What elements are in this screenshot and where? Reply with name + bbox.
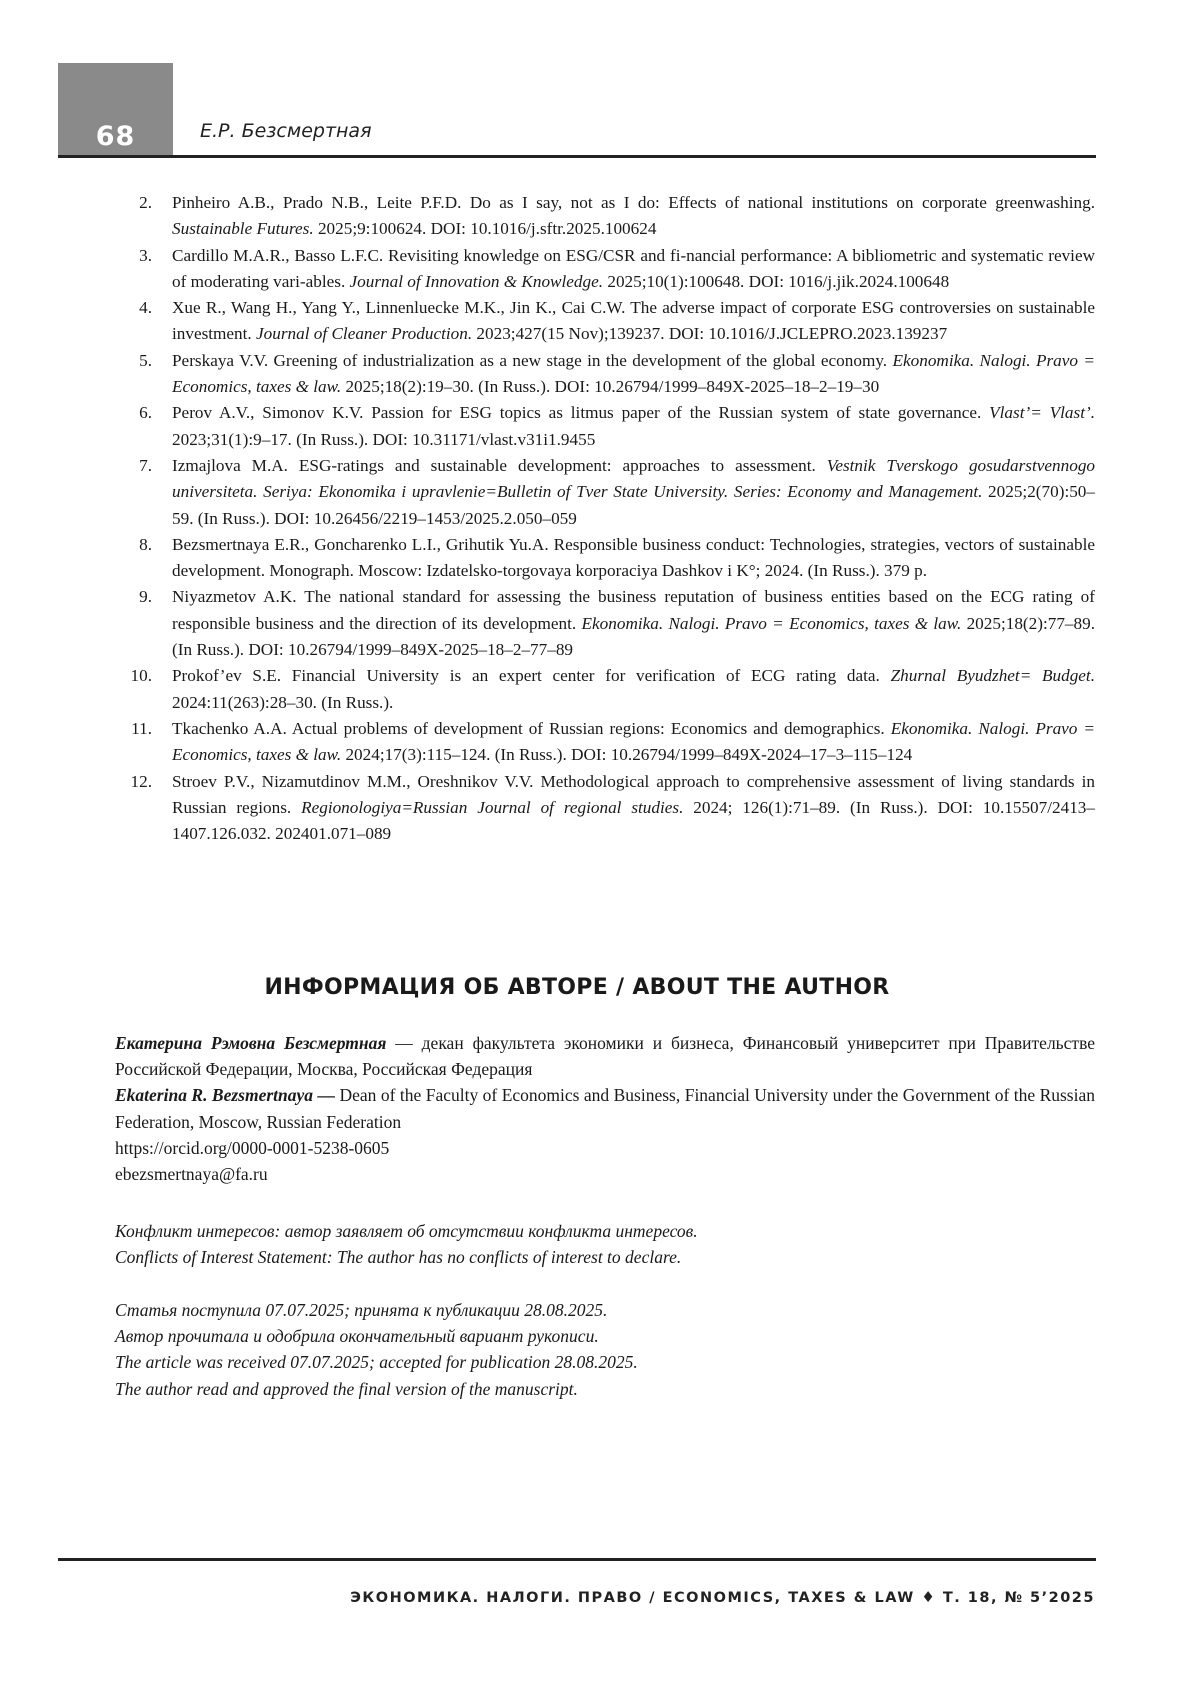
approved-en: The author read and approved the final version of the manuscript. — [115, 1378, 578, 1399]
author-affiliation-en: Dean of the Faculty of Economics and Business, Financial University under the Government of the Russian Federation, Moscow, Russian Federation — [115, 1085, 1095, 1132]
reference-details: 2025;18(2):19–30. (In Russ.). DOI: 10.26794/1999–849X-2025–18–2–19–30 — [341, 377, 880, 397]
reference-number: 10. — [130, 666, 152, 686]
reference-item — [110, 243, 1095, 296]
reference-item — [110, 584, 1095, 663]
reference-details: 2025;10(1):100648. DOI: 1016/j.jik.2024.100648 — [603, 271, 950, 291]
reference-text: Bezsmertnaya E.R., Goncharenko L.I., Grihutik Yu.A. Responsible business conduct: Technologies, strategies, vectors of sustainable development. Monograph. Moscow: Izdatelsko-torgovaya korporaciya Dashkov i K°; 2024. (In Russ.). 379 p. — [172, 534, 1095, 581]
reference-item — [110, 769, 1095, 848]
reference-number: 6. — [139, 403, 152, 423]
conflict-statement — [115, 1218, 1095, 1270]
header-rule — [58, 155, 1096, 158]
reference-item — [110, 348, 1095, 401]
reference-source: Vlast’= Vlast’. — [989, 403, 1095, 423]
reference-number: 12. — [130, 771, 152, 791]
reference-details: 2024:11(263):28–30. (In Russ.). — [172, 692, 394, 712]
reference-number: 3. — [139, 245, 152, 265]
reference-number: 8. — [139, 534, 152, 554]
about-author-heading: ИНФОРМАЦИЯ ОБ АВТОРЕ / ABOUT THE AUTHOR — [264, 975, 890, 1000]
reference-source: Regionologiya=Russian Journal of regional studies. — [301, 797, 684, 817]
reference-text: Stroev P.V., Nizamutdinov M.M., Oreshnikov V.V. Methodological approach to comprehensive assessment of living standards in Russian regions. — [172, 771, 1095, 817]
footer-rule — [58, 1558, 1096, 1561]
journal-issue: Т. 18, № 5’2025 — [942, 1590, 1095, 1606]
article-dates — [115, 1297, 1095, 1402]
reference-number: 11. — [131, 718, 152, 738]
reference-list — [110, 190, 1095, 847]
about-author-section — [115, 1030, 1095, 1187]
reference-source: Vestnik Tverskogo gosudarstvennogo universiteta. Seriya: Ekonomika i upravlenie=Bulletin of Tver State University. Series: Economy and Management. — [172, 455, 1096, 502]
author-name-en: Ekaterina R. Bezsmertnaya — — [115, 1085, 335, 1106]
reference-item — [110, 532, 1095, 585]
reference-details: 2023;31(1):9–17. (In Russ.). DOI: 10.31171/vlast.v31i1.9455 — [172, 429, 596, 449]
reference-source: Sustainable Futures. — [172, 219, 314, 239]
running-author: Е.Р. Безсмертная — [200, 120, 372, 142]
reference-source: Ekonomika. Nalogi. Pravo = Economics, taxes & law. — [172, 718, 1095, 765]
conflict-ru: Конфликт интересов: автор заявляет об отсутствии конфликта интересов. — [115, 1221, 698, 1241]
reference-details: 2025;2(70):50–59. (In Russ.). DOI: 10.26456/2219–1453/2025.2.050–059 — [172, 482, 1095, 528]
reference-item — [110, 663, 1095, 716]
author-affiliation-ru: — декан факультета экономики и бизнеса, Финансовый университет при Правительстве Российской Федерации, Москва, Российская Федерация — [115, 1033, 1096, 1080]
reference-item — [110, 400, 1095, 453]
reference-number: 9. — [139, 587, 152, 607]
page-number-box — [58, 63, 173, 156]
conflict-en: Conflicts of Interest Statement: The author has no conflicts of interest to declare. — [115, 1247, 682, 1268]
approved-ru: Автор прочитала и одобрила окончательный вариант рукописи. — [115, 1326, 599, 1347]
author-name-ru: Екатерина Рэмовна Безсмертная — [115, 1033, 387, 1053]
reference-details: 2024;17(3):115–124. (In Russ.). DOI: 10.26794/1999–849X-2024–17–3–115–124 — [341, 745, 913, 765]
page-number: 68 — [95, 121, 136, 152]
reference-number: 5. — [139, 350, 152, 370]
reference-text: Xue R., Wang H., Yang Y., Linnenluecke M.K., Jin K., Cai C.W. The adverse impact of corporate ESG controversies on sustainable investment. — [172, 298, 1095, 344]
reference-source: Ekonomika. Nalogi. Pravo = Economics, taxes & law. — [172, 350, 1095, 397]
received-en: The article was received 07.07.2025; accepted for publication 28.08.2025. — [115, 1352, 638, 1373]
reference-source: Ekonomika. Nalogi. Pravo = Economics, taxes & law. — [581, 613, 962, 633]
reference-number: 7. — [139, 455, 152, 475]
reference-item — [110, 295, 1095, 348]
reference-text: Cardillo M.A.R., Basso L.F.C. Revisiting knowledge on ESG/CSR and fi-nancial performance: A bibliometric and systematic review of moderating vari-ables. — [172, 245, 1095, 291]
reference-text: Perskaya V.V. Greening of industrialization as a new stage in the development of the global economy. — [172, 350, 893, 370]
author-email-link[interactable]: ebezsmertnaya@fa.ru — [115, 1164, 268, 1185]
author-bio-en — [115, 1082, 1095, 1134]
reference-text: Pinheiro A.B., Prado N.B., Leite P.F.D. Do as I say, not as I do: Effects of national institutions on corporate greenwashing. — [172, 193, 1095, 212]
reference-text: Izmajlova M.A. ESG-ratings and sustainable development: approaches to assessment. — [172, 455, 827, 475]
reference-text: Niyazmetov A.K. The national standard for assessing the business reputation of business entities based on the ECG rating of responsible business and the direction of its development. — [172, 587, 1095, 633]
received-ru: Статья поступила 07.07.2025; принята к публикации 28.08.2025. — [115, 1300, 608, 1320]
reference-item — [110, 190, 1095, 243]
reference-text: Tkachenko A.A. Actual problems of development of Russian regions: Economics and demographics. — [172, 718, 891, 738]
reference-item — [110, 716, 1095, 769]
reference-number: 2. — [139, 193, 152, 212]
reference-source: Journal of Cleaner Production. — [256, 324, 473, 344]
reference-details: 2023;427(15 Nov);139237. DOI: 10.1016/J.JCLEPRO.2023.139237 — [472, 324, 948, 344]
reference-details: 2025;18(2):77–89. (In Russ.). DOI: 10.26794/1999–849X-2025–18–2–77–89 — [172, 613, 1095, 660]
reference-source: Zhurnal Byudzhet= Budget. — [890, 666, 1096, 686]
journal-title: ЭКОНОМИКА. НАЛОГИ. ПРАВО / ECONOMICS, TAXES & LAW — [350, 1590, 915, 1606]
reference-details: 2025;9:100624. DOI: 10.1016/j.sftr.2025.100624 — [313, 219, 657, 239]
author-bio-ru — [115, 1030, 1095, 1082]
diamond-icon: ♦ — [921, 1588, 937, 1606]
reference-item — [110, 453, 1095, 532]
author-orcid-link[interactable]: https://orcid.org/0000-0001-5238-0605 — [115, 1137, 390, 1158]
journal-footer — [350, 1588, 1095, 1606]
reference-text: Prokof’ev S.E. Financial University is an expert center for verification of ECG rating data. — [172, 666, 891, 686]
reference-number: 4. — [139, 298, 152, 318]
reference-source: Journal of Innovation & Knowledge. — [349, 271, 604, 291]
reference-details: 2024; 126(1):71–89. (In Russ.). DOI: 10.15507/2413–1407.126.032. 202401.071–089 — [172, 797, 1095, 844]
reference-text: Perov A.V., Simonov K.V. Passion for ESG topics as litmus paper of the Russian system of state governance. — [172, 403, 990, 423]
